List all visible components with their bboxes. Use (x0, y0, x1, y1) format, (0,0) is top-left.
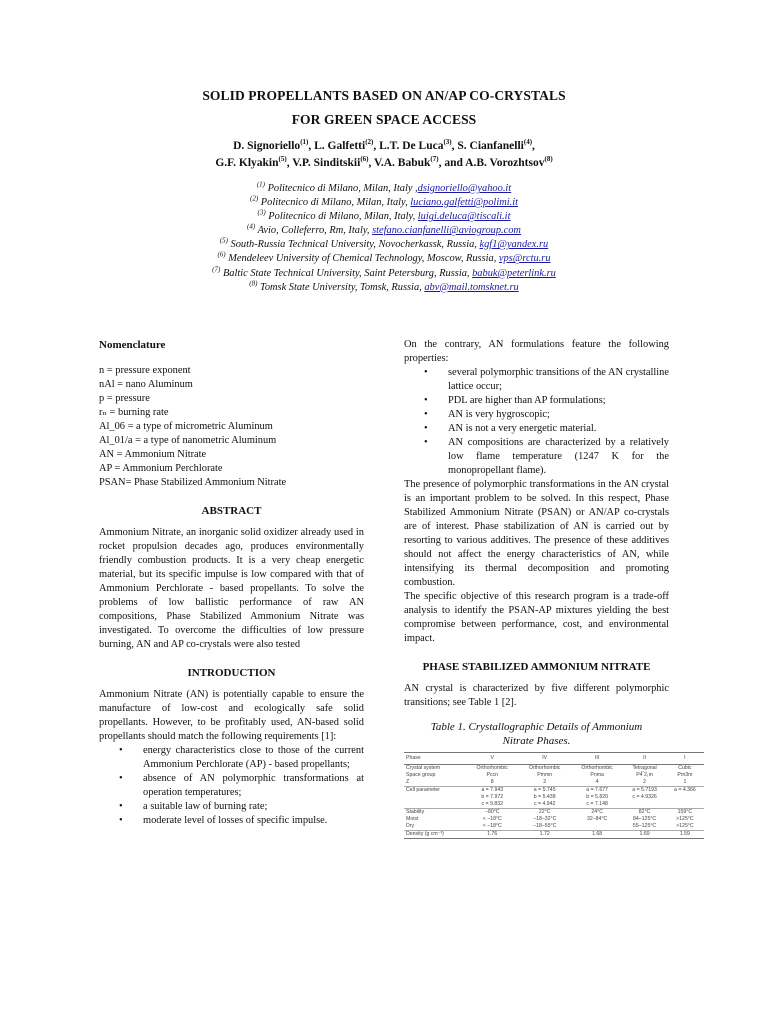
affiliations (0, 182, 768, 295)
author-name: G.F. Klyakin (215, 157, 279, 169)
affiliation-7: $^{(7)}$ Baltic State Technical University, Saint Petersburg, Russia, babuk@peterlink.ru (212, 265, 556, 279)
table-row: Space group Pccn Pmmn Pnma P4̅ 2₁m Pm3m (406, 772, 693, 778)
table-row: c = 9.832 c = 4.942 c = 7.148 (481, 801, 608, 807)
list-item: • AN is very hygroscopic; (404, 408, 669, 422)
table-row: Cell parameter a = 7.943 a = 5.745 a = 7.677 a = 5.7193 a = 4.366 (404, 787, 704, 795)
abstract-heading: ABSTRACT (201, 505, 262, 517)
abstract-text: Ammonium Nitrate, an inorganic solid oxidizer already used in rocket propulsion decades ago, produces environmentally friendly combustion products. It is a very cheap energetic material, but its specific impulse is low compared with that of Ammonium Perchlorate - based propellants. To solve the problems of low ballistic performance of raw AN compositions, Phase Stabilized Ammonium Nitrate was investigated. To overcome the difficulties of low pressure burning, AN and AP co-crystals were also tested (99, 527, 364, 650)
list-item: • moderate level of losses of specific impulse. (99, 814, 364, 828)
table-row: b = 7.972 b = 5.438 b = 5.820 c = 4.9326 (481, 794, 657, 800)
affiliation-4: $^{(4)}$ Avio, Colleferro, Rm, Italy, stefano.cianfanelli@aviogroup.com (247, 222, 521, 237)
author-name: L. Galfetti (314, 140, 366, 152)
table-row: Crystal system Orthorhombic Orthorhombic Orthorhombic Tetragonal Cubic (406, 765, 692, 771)
nomenclature-item: Al_06 = a type of micrometric Aluminum (99, 421, 273, 432)
affiliation-8: $^{(8)}$ Tomsk State University, Tomsk, Russia, abv@mail.tomsknet.ru (249, 279, 519, 293)
right-column (404, 338, 696, 839)
nomenclature-heading: Nomenclature (99, 339, 166, 351)
author-name: S. Cianfanelli (457, 140, 524, 152)
nomenclature-item: n = pressure exponent (99, 365, 191, 376)
crystallographic-table (404, 752, 704, 839)
table-row: Moist < −18°C −18–32°C 32–84°C 84–125°C >125°C (406, 816, 694, 822)
list-item: • AN compositions are characterized by a relatively low flame temperature (1247 K for the monopropellant flame). (404, 436, 669, 478)
list-item: • several polymorphic transitions of the AN crystalline lattice occur; (404, 366, 669, 394)
properties-intro: On the contrary, AN formulations feature the following properties: (404, 339, 669, 364)
nomenclature-item: PSAN= Phase Stabilized Ammonium Nitrate (99, 477, 287, 488)
list-item: • AN is not a very energetic material. (404, 422, 669, 436)
list-item: • PDL are higher than AP formulations; (404, 394, 669, 408)
table-header-row: Phase V IV III II I (404, 753, 704, 765)
paper-title-line-2: FOR GREEN SPACE ACCESS (291, 112, 477, 127)
email-link[interactable]: vps@rctu.ru (498, 253, 551, 265)
list-item: • absence of AN polymorphic transformations at operation temperatures; (99, 772, 364, 800)
table-caption: Table 1. Crystallographic Details of Ammonium Nitrate Phases. (430, 721, 643, 747)
nomenclature-item: Al_01/a = a type of nanometric Aluminum (99, 435, 277, 446)
body-paragraph: The specific objective of this research program is a trade-off analysis to identify the PSAN-AP mixtures yielding the best compromise between performance, cost, and environmental impact. (404, 591, 669, 644)
email-link[interactable]: kgf1@yandex.ru (479, 239, 549, 251)
author-name: D. Signoriello (233, 140, 301, 152)
affiliation-3: $^{(3)}$ Politecnico di Milano, Milan, Italy, luigi.deluca@tiscali.it (257, 208, 511, 223)
introduction-heading: INTRODUCTION (187, 667, 276, 679)
introduction-text: Ammonium Nitrate (AN) is potentially capable to ensure the manufacture of low-cost and ecologically safe solid propellants. However, to be profitably used, AN-based solid propellants should match the following requirements [1]: (99, 689, 364, 742)
author-name: L.T. De Luca (379, 140, 444, 152)
paper-title-line-1: SOLID PROPELLANTS BASED ON AN/AP CO-CRYSTALS (202, 88, 566, 103)
authors-line-2: G.F. Klyakin$^{(5)}$, V.P. Sinditskii$^{(6)}$, V.A. Babuk$^{(7)}$, and A.B. Vorozhtsov$^{(8)}$ (215, 155, 553, 169)
list-item: • energy characteristics close to those of the current Ammonium Perchlorate (AP) - based propellants; (99, 744, 364, 772)
author-name: A.B. Vorozhtsov (465, 157, 545, 169)
email-link[interactable]: luciano.galfetti@polimi.it (410, 197, 518, 209)
psan-heading: PHASE STABILIZED AMMONIUM NITRATE (422, 661, 651, 673)
nomenclature-item: AP = Ammonium Perchlorate (99, 463, 223, 474)
author-name: V.P. Sinditskii (292, 157, 361, 169)
affiliation-2: $^{(2)}$ Politecnico di Milano, Milan, Italy, luciano.galfetti@polimi.it (250, 194, 518, 209)
authors-line-1: D. Signoriello$^{(1)}$, L. Galfetti$^{(2)}$, L.T. De Luca$^{(3)}$, S. Cianfanelli$^{(4)}$, (233, 138, 535, 152)
email-link[interactable]: babuk@peterlink.ru (472, 267, 556, 279)
table-row: Dry < −18°C −18–55°C 55–125°C >125°C (406, 823, 694, 829)
email-link[interactable]: luigi.deluca@tiscali.it (417, 211, 511, 223)
nomenclature-item: rₙ = burning rate (99, 407, 169, 418)
properties-list (404, 366, 669, 478)
nomenclature-item: nAl = nano Aluminum (99, 379, 193, 390)
affiliation-6: $^{(6)}$ Mendeleev University of Chemical Technology, Moscow, Russia, vps@rctu.ru (217, 251, 551, 265)
author-name: V.A. Babuk (374, 157, 431, 169)
requirements-list (99, 744, 364, 828)
table-row: Density (g cm⁻³) 1.76 1.72 1.68 1.69 1.59 (404, 831, 704, 839)
table-row: Z 8 2 4 2 1 (406, 779, 687, 785)
affiliation-1: $^{(1)}$ Politecnico di Milano, Milan, Italy ,dsignoriello@yahoo.it (256, 180, 512, 194)
email-link[interactable]: dsignoriello@yahoo.it (417, 183, 512, 194)
affiliation-5: $^{(5)}$ South-Russia Technical University, Novocherkassk, Russia, kgf1@yandex.ru (219, 236, 549, 251)
body-paragraph: The presence of polymorphic transformations in the AN crystal is an important problem to be solved. In this respect, Phase Stabilized Ammonium Nitrate (PSAN) or AN/AP co-crystals are of interest. Phase stabilization of AN is carried out by resorting to various additives. The presence of these additives should not affect the energy characteristics of AN, while intensifying its thermal decomposition and promoting combustion. (404, 479, 669, 588)
email-link[interactable]: stefano.cianfanelli@aviogroup.com (372, 225, 521, 237)
nomenclature-item: p = pressure (99, 393, 150, 404)
nomenclature-item: AN = Ammonium Nitrate (99, 449, 207, 460)
table-row: Stability −80°C 22°C 24°C 82°C 159°C (404, 809, 704, 817)
list-item: • a suitable law of burning rate; (99, 800, 364, 814)
psan-text: AN crystal is characterized by five different polymorphic transitions; see Table 1 [2]. (404, 683, 669, 708)
left-column (99, 338, 364, 828)
email-link[interactable]: abv@mail.tomsknet.ru (424, 281, 519, 293)
